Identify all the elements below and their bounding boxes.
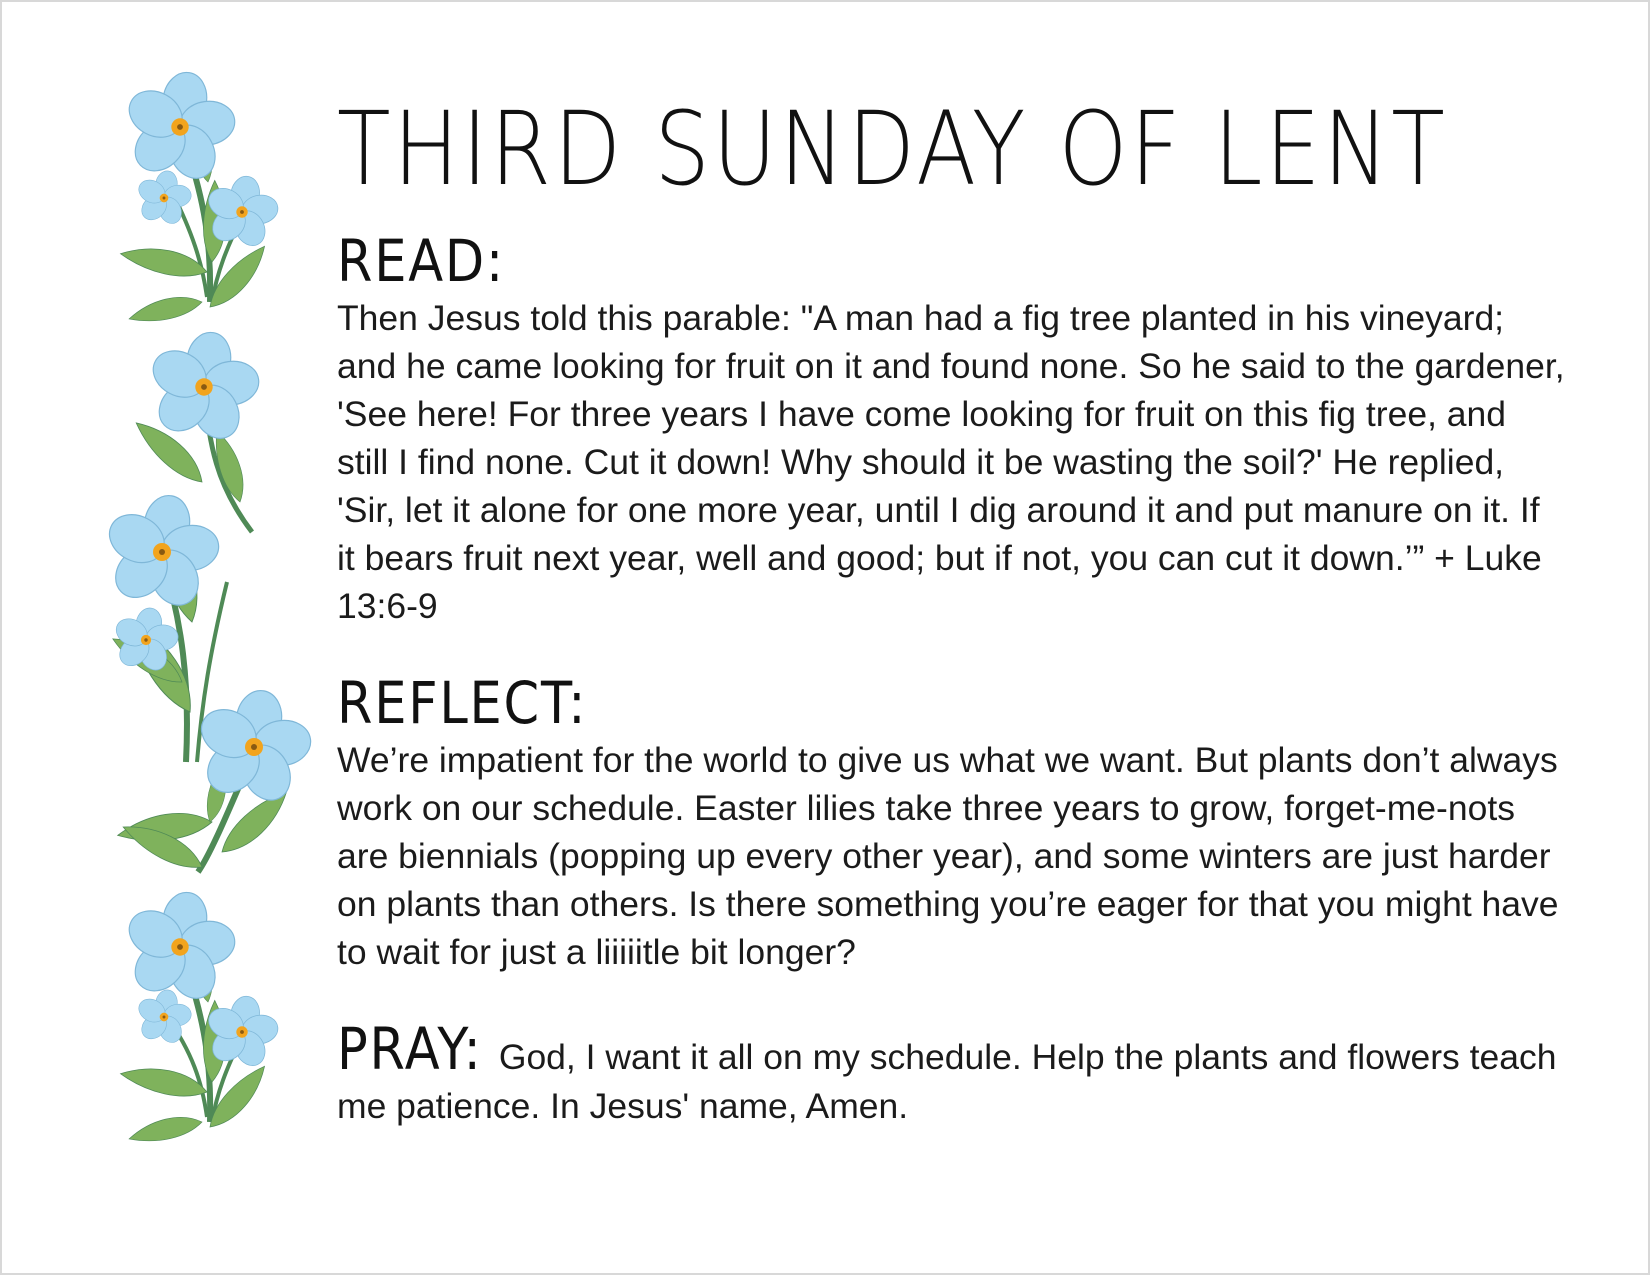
reflect-text: We’re impatient for the world to give us what we want. But plants don’t always work on our schedule. Easter lilies take three years to grow, forget-me-nots are biennials (popping up every other year), and some winters are just harder on plants than others. Is there something you’re eager for that you might have to wait for just a liiiiitle bit longer?: [337, 740, 1559, 972]
pray-text: God, I want it all on my schedule. Help the plants and flowers teach me patience. In Jesus' name, Amen.: [337, 1037, 1557, 1126]
read-text: Then Jesus told this parable: "A man had a fig tree planted in his vineyard; and he came looking for fruit on it and found none. So he said to the gardener, 'See here! For three years I have come looking for fruit on this fig tree, and still I find none. Cut it down! Why should it be wasting the soil?' He replied, 'Sir, let it alone for one more year, until I dig around it and put manure on it. If it bears fruit next year, well and good; but if not, you can cut it down.’” + Luke 13:6-9: [337, 298, 1565, 626]
pray-heading: PRAY:: [337, 1015, 483, 1083]
page-title: THIRD SUNDAY OF LENT: [337, 90, 1448, 209]
flower-icon: [102, 492, 222, 613]
devotional-content: [337, 90, 1567, 1130]
read-heading: READ:: [337, 227, 505, 295]
reflect-heading: REFLECT:: [337, 669, 588, 737]
flower-cluster-1: [121, 69, 280, 336]
flower-icon: [121, 69, 237, 186]
flower-icon: [121, 889, 237, 1006]
pray-section: [337, 1016, 1567, 1130]
flower-cluster-4: [118, 687, 314, 891]
floral-border: [102, 62, 332, 1202]
flower-cluster-5: [121, 889, 280, 1156]
flower-icon: [135, 988, 193, 1046]
flower-icon: [145, 329, 261, 446]
